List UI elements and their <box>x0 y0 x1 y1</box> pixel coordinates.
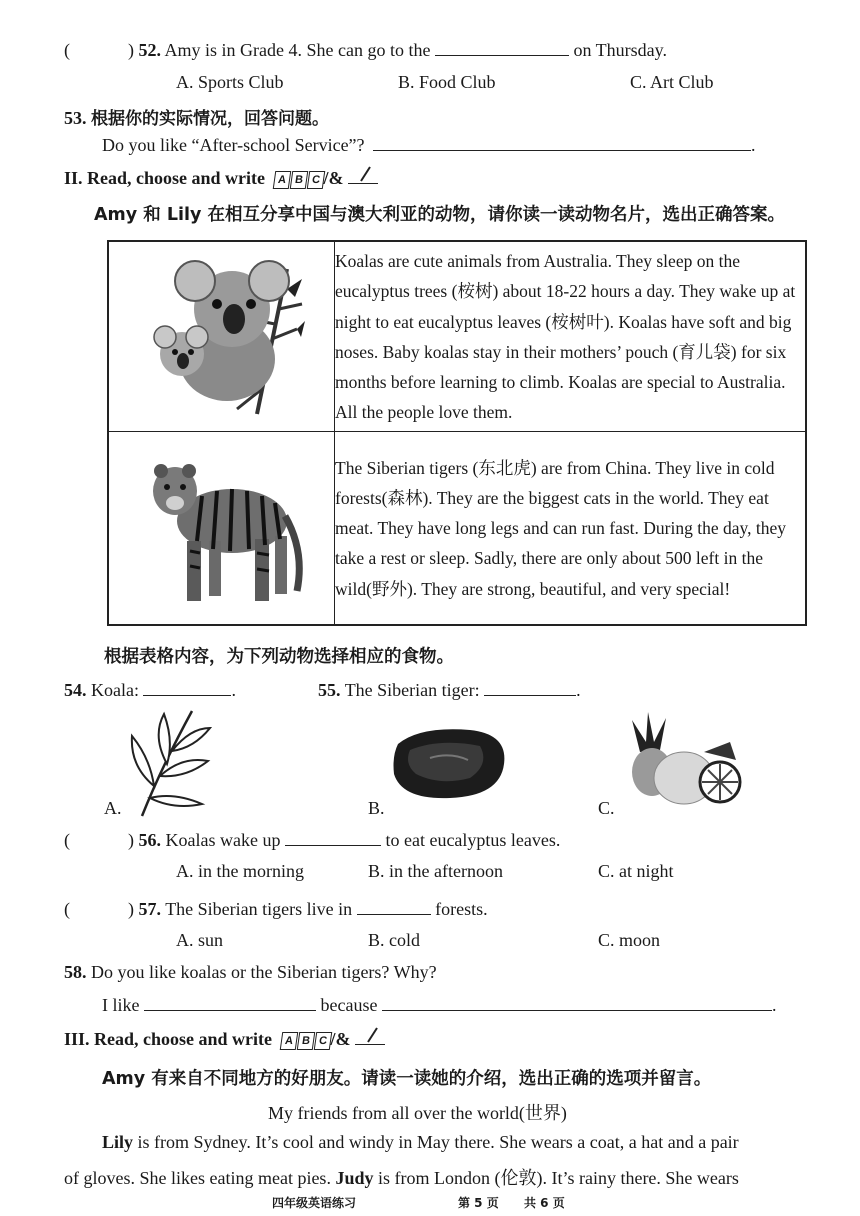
q55-label: The Siberian tiger: <box>344 680 480 700</box>
q53-period: . <box>751 135 756 155</box>
section3-header <box>64 1029 385 1050</box>
q53-instruction-line <box>64 104 329 129</box>
q58-because-blank[interactable] <box>382 996 772 1011</box>
passage-line-1 <box>102 1132 739 1153</box>
animal-cards-table <box>107 240 807 626</box>
q57-option-a[interactable]: A. sun <box>176 930 224 950</box>
koala-card-text: Koalas are cute animals from Australia. They sleep on the eucalyptus trees (桉树) about 18-22 hours a day. They wake up at night to eat eucalyptus leaves (桉树叶). Koalas have soft and big noses. Baby koalas stay in their mothers’ pouch (育儿袋) for six months before learning to climb. Koalas are special to Australia. All the people love them. <box>335 241 807 432</box>
q52-number: 52. <box>138 40 161 60</box>
passage-line-1-text: is from Sydney. It’s cool and windy in May there. She wears a coat, a hat and a pair <box>133 1132 739 1152</box>
tiger-card-row <box>108 432 806 625</box>
q57-option-b[interactable]: B. cold <box>368 930 420 950</box>
q56-option-a[interactable]: A. in the morning <box>176 861 304 881</box>
q57-blank[interactable] <box>357 900 431 915</box>
q56-option-b[interactable]: B. in the afternoon <box>368 861 503 881</box>
section2-title: II. Read, choose and write <box>64 168 265 188</box>
q57-option-c[interactable]: C. moon <box>598 930 661 950</box>
q54-line <box>64 680 236 701</box>
q53-question: Do you like “After-school Service”? <box>102 135 365 155</box>
abc-box-icon: A B C <box>281 1032 331 1050</box>
q57-text-after: forests. <box>435 899 488 919</box>
q58-number: 58. <box>64 962 87 982</box>
q56-blank[interactable] <box>285 831 381 846</box>
eucalyptus-leaves-icon <box>122 706 214 818</box>
q56-text-after: to eat eucalyptus leaves. <box>385 830 561 850</box>
q53-answer-blank[interactable] <box>373 136 751 151</box>
q56-line <box>64 830 560 851</box>
answer-paren[interactable]: ( ) <box>64 830 134 850</box>
section3-amp: /& <box>330 1029 351 1049</box>
q52-line <box>64 40 667 61</box>
q55-blank[interactable] <box>484 681 576 696</box>
q56-option-c[interactable]: C. at night <box>598 861 674 881</box>
q57-text-before: The Siberian tigers live in <box>165 899 353 919</box>
passage-line-2-text: is from London (伦敦). It’s rainy there. She wears <box>373 1168 739 1188</box>
fruits-icon <box>622 712 744 812</box>
friend-name-lily: Lily <box>102 1132 134 1152</box>
q58-answer-line <box>102 995 776 1016</box>
q52-text-after: on Thursday. <box>573 40 667 60</box>
friend-name-judy: Judy <box>335 1168 374 1188</box>
abc-box-icon: A B C <box>274 171 324 189</box>
q55-number: 55. <box>318 680 341 700</box>
tiger-picture-cell <box>108 432 335 625</box>
q54-period: . <box>231 680 236 700</box>
koala-card-row <box>108 241 806 432</box>
q54-blank[interactable] <box>143 681 231 696</box>
q58-because: because <box>320 995 378 1015</box>
koala-picture-cell <box>108 241 335 432</box>
q52-option-b[interactable]: B. Food Club <box>398 72 496 92</box>
passage-title: My friends from all over the world(世界) <box>268 1103 567 1123</box>
q56-text-before: Koalas wake up <box>165 830 281 850</box>
q58-like-blank[interactable] <box>144 996 316 1011</box>
q58-period: . <box>771 995 777 1015</box>
pencil-icon <box>348 169 378 184</box>
q54-number: 54. <box>64 680 87 700</box>
passage-line-2 <box>64 1164 739 1190</box>
q54-label: Koala: <box>91 680 139 700</box>
section2-amp: /& <box>323 168 344 188</box>
koala-image <box>137 249 307 419</box>
footer-total: 共 6 页 <box>524 1196 565 1210</box>
q52-option-c[interactable]: C. Art Club <box>630 72 714 92</box>
q57-number: 57. <box>138 899 161 919</box>
tiger-card-text: The Siberian tigers (东北虎) are from China. They live in cold forests(森林). They are the biggest cats in the world. They eat meat. They have long legs and can run fast. During the day, they take a rest or sleep. Sadly, there are only about 500 left in the wild(野外). They are strong, beautiful, and very special! <box>335 432 807 625</box>
q57-line <box>64 899 488 920</box>
meat-steak-icon <box>390 724 512 802</box>
q58-question-line <box>64 962 437 983</box>
tiger-image <box>137 441 307 611</box>
q56-number: 56. <box>138 830 161 850</box>
q52-text-before: Amy is in Grade 4. She can go to the <box>164 40 431 60</box>
q53-instruction: 根据你的实际情况，回答问题。 <box>91 109 329 129</box>
footer-page: 第 5 页 <box>458 1196 499 1210</box>
section3-title: III. Read, choose and write <box>64 1029 273 1049</box>
answer-paren[interactable]: ( ) <box>64 40 134 60</box>
section2-intro: Amy 和 Lily 在相互分享中国与澳大利亚的动物，请你读一读动物名片，选出正确答案。 <box>94 205 786 225</box>
pencil-icon <box>355 1030 385 1045</box>
q53-number: 53. <box>64 108 87 128</box>
q58-question: Do you like koalas or the Siberian tigers? Why? <box>91 962 437 982</box>
q55-line <box>318 680 581 701</box>
q55-period: . <box>576 680 581 700</box>
food-option-c-label[interactable]: C. <box>598 798 615 818</box>
q58-i-like: I like <box>102 995 140 1015</box>
q52-option-a[interactable]: A. Sports Club <box>176 72 284 92</box>
food-instruction: 根据表格内容，为下列动物选择相应的食物。 <box>104 647 454 667</box>
section2-header <box>64 168 378 189</box>
food-option-b-label[interactable]: B. <box>368 798 385 818</box>
footer-subject: 四年级英语练习 <box>272 1196 357 1210</box>
answer-paren[interactable]: ( ) <box>64 899 134 919</box>
q52-blank[interactable] <box>435 41 569 56</box>
q53-question-line <box>102 135 756 156</box>
food-option-a-label[interactable]: A. <box>104 798 122 818</box>
passage-line-2-start: of gloves. She likes eating meat pies. <box>64 1168 336 1188</box>
section3-intro: Amy 有来自不同地方的好朋友。请读一读她的介绍，选出正确的选项并留言。 <box>102 1069 712 1089</box>
